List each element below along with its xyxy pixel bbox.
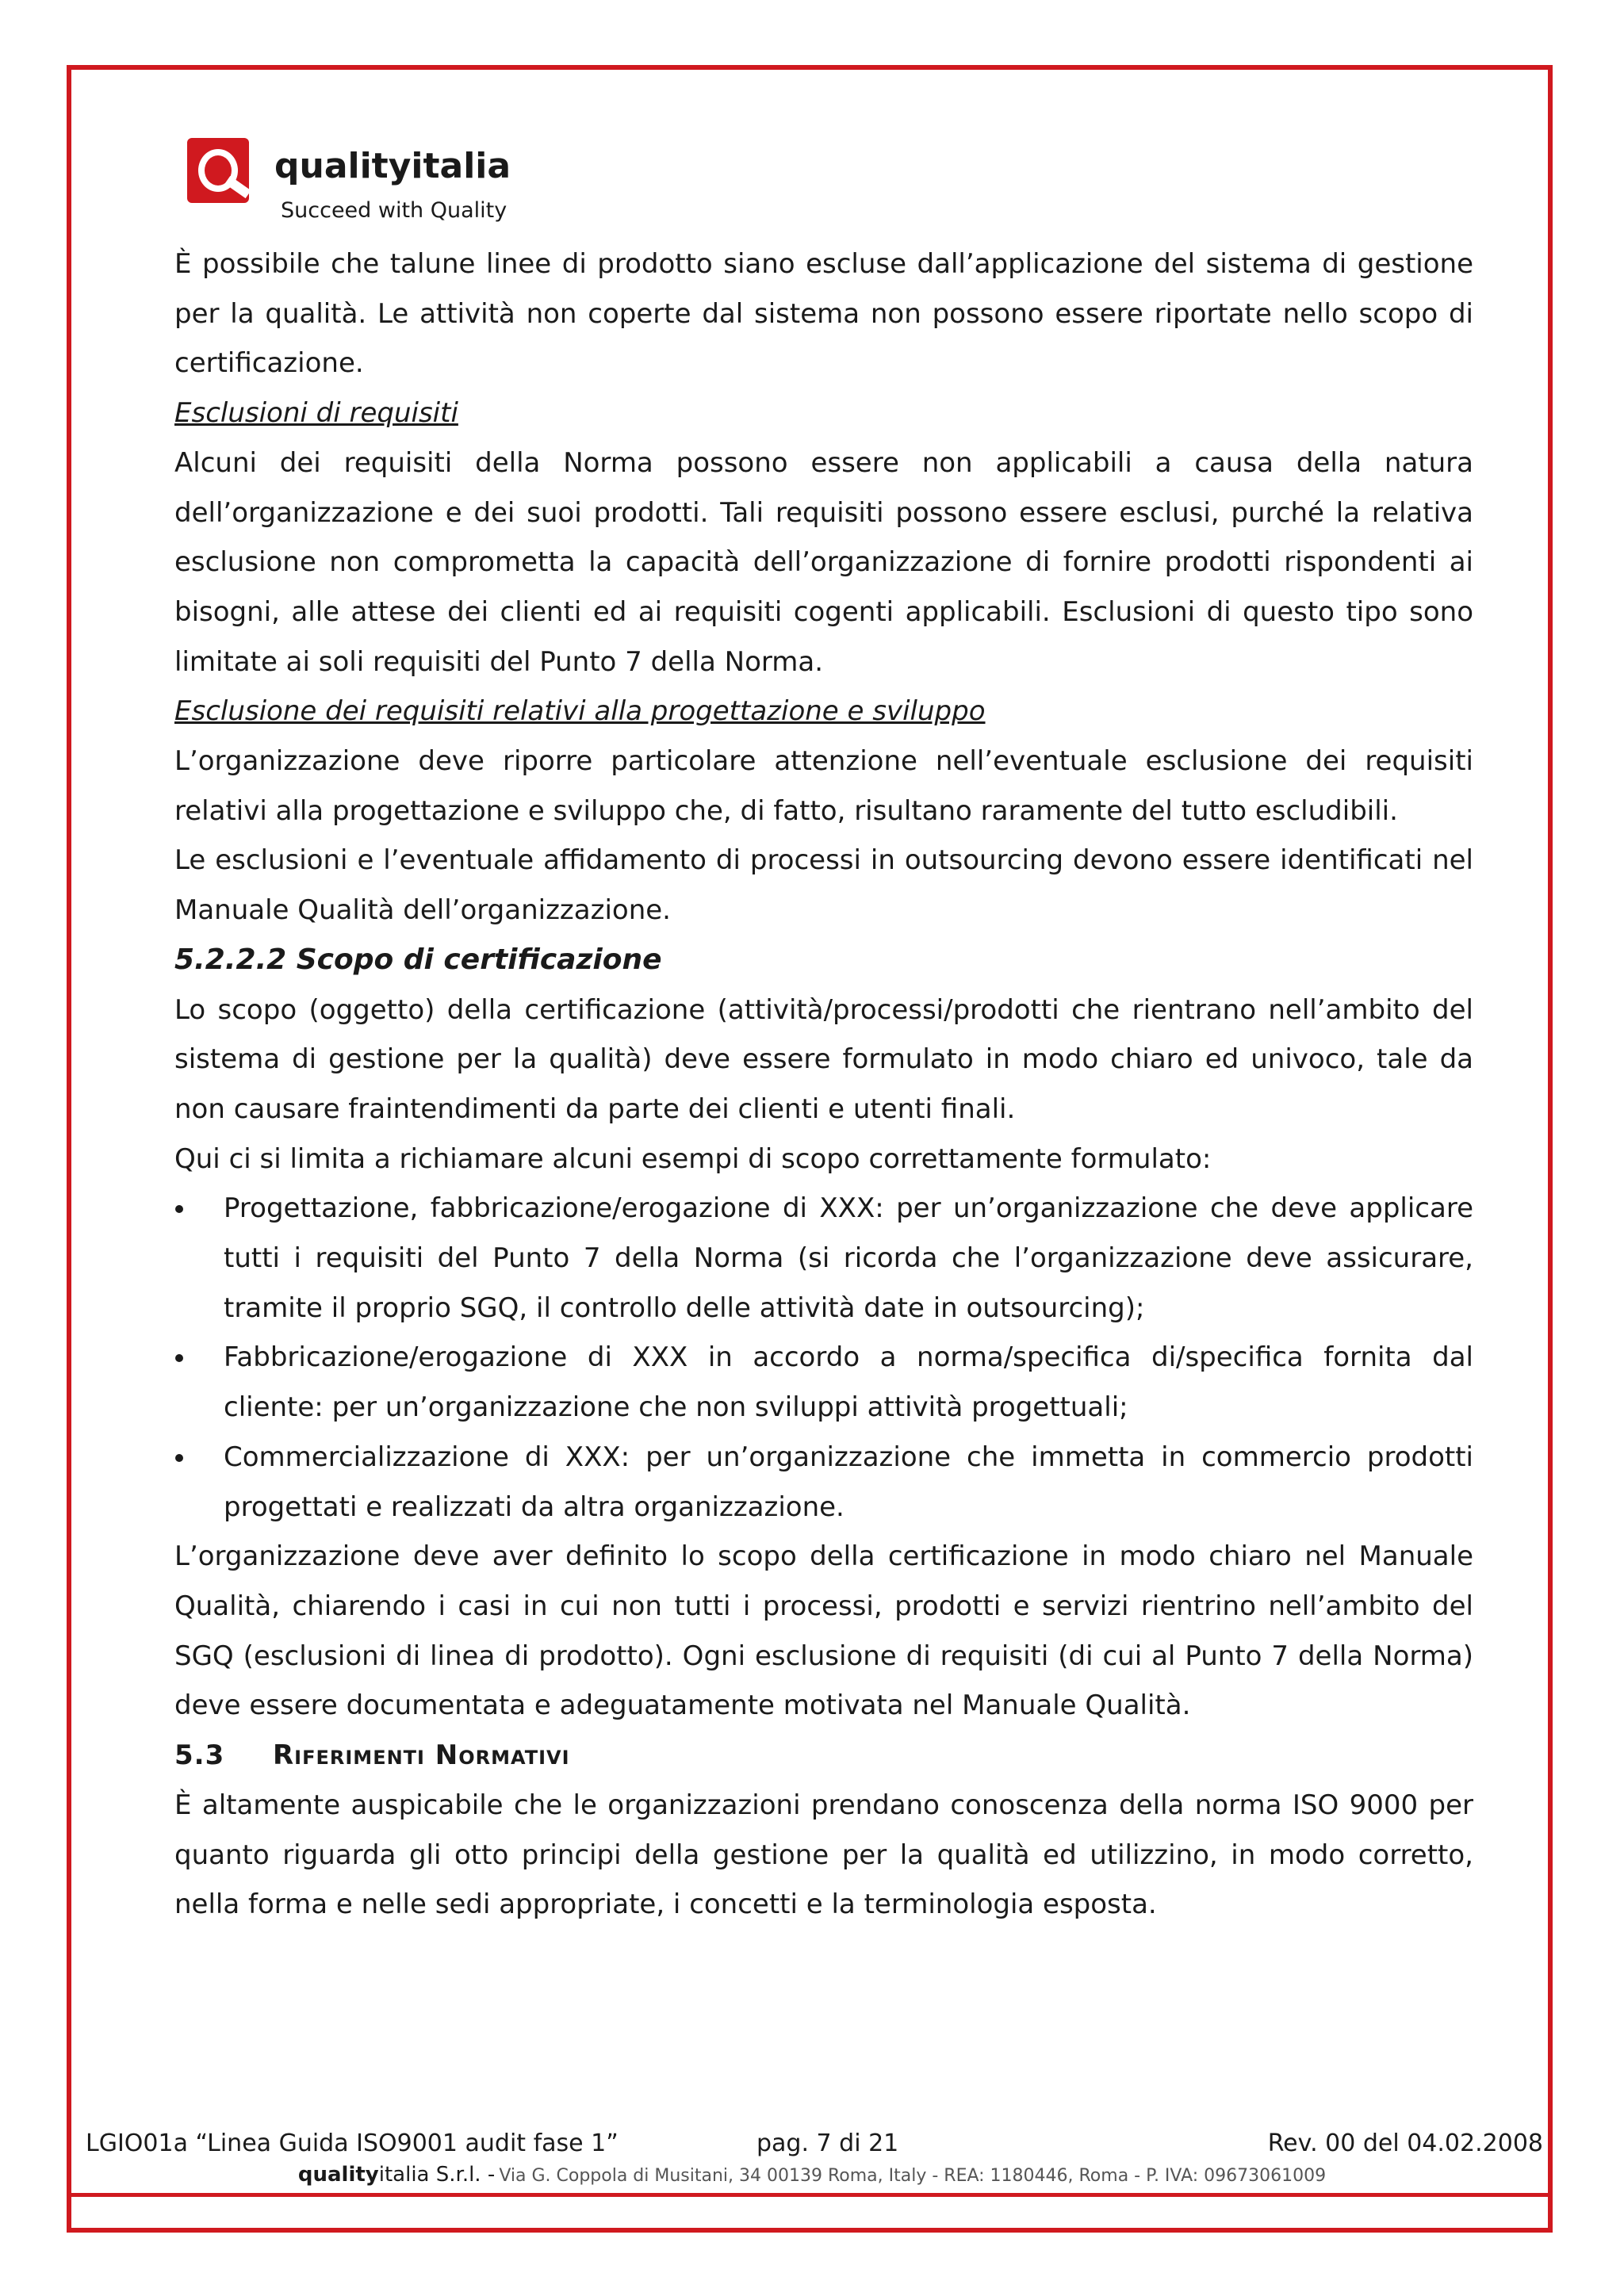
subheading-design-exclusion: Esclusione dei requisiti relativi alla progettazione e sviluppo — [174, 695, 986, 728]
footer-company-rest: italia S.r.l. - — [378, 2163, 496, 2187]
footer-company-bold: quality — [297, 2163, 379, 2187]
heading-certification-scope: 5.2.2.2 Scopo di certificazione — [174, 943, 662, 976]
footer-document-id: LGIO01a “Linea Guida ISO9001 audit fase 1” — [86, 2130, 619, 2157]
logo-brand-name — [274, 146, 511, 186]
paragraph-outsourcing: Le esclusioni e l’eventuale affidamento di processi in outsourcing devono essere identificati nel Manuale Qualità dell’organizzazione. — [174, 844, 1473, 927]
footer-revision: Rev. 00 del 04.02.2008 — [1267, 2130, 1543, 2157]
list-item: Fabbricazione/erogazione di XXX in accordo a norma/specifica di/specifica fornita dal cliente: per un’organizzazione che non sviluppi attività progettuali; — [174, 1333, 1473, 1432]
logo-tagline: Succeed with Quality — [281, 198, 508, 223]
paragraph-scope-examples-intro: Qui ci si limita a richiamare alcuni esempi di scopo correttamente formulato: — [174, 1142, 1212, 1175]
footer-address: Via G. Coppola di Musitani, 34 00139 Roma, Italy - REA: 1180446, Roma - P. IVA: 09673061009 — [499, 2166, 1327, 2186]
paragraph-product-lines: È possibile che talune linee di prodotto siano escluse dall’applicazione del sistema di gestione per la qualità. Le attività non coperte dal sistema non possono essere riportate nello scopo di certificazione. — [174, 248, 1473, 380]
section-number: 5.3 — [174, 1739, 225, 1772]
footer-page-number: pag. 7 di 21 — [756, 2130, 899, 2157]
subheading-exclusions-requirements: Esclusioni di requisiti — [174, 397, 458, 430]
heading-normative-references — [174, 1731, 1473, 1781]
list-item: Commercializzazione di XXX: per un’organizzazione che immetta in commercio prodotti progettati e realizzati da altra organizzazione. — [174, 1433, 1473, 1532]
footer-company — [0, 2163, 1624, 2187]
list-item: Progettazione, fabbricazione/erogazione di XXX: per un’organizzazione che deve applicare tutti i requisiti del Punto 7 della Norma (si ricorda che l’organizzazione deve assicurare, tramite il proprio SGQ, il controllo delle attività date in outsourcing); — [174, 1184, 1473, 1333]
paragraph-iso9000: È altamente auspicabile che le organizzazioni prendano conoscenza della norma ISO 9000 per quanto riguarda gli otto principi della gestione per la qualità ed utilizzino, in modo corretto, nella forma e nelle sedi appropriate, i concetti e la terminologia esposta. — [174, 1789, 1473, 1921]
section-title: Riferimenti Normativi — [273, 1739, 570, 1772]
paragraph-scope-manual: L’organizzazione deve aver definito lo scopo della certificazione in modo chiaro nel Manuale Qualità, chiarendo i casi in cui non tutti i processi, prodotti e servizi rientrino nell’ambito del SGQ (esclusioni di linea di prodotto). Ogni esclusione di requisiti (di cui al Punto 7 della Norma) deve essere documentata e adeguatamente motivata nel Manuale Qualità. — [174, 1540, 1473, 1722]
footer-divider — [67, 2193, 1553, 2197]
logo-brand-bold: quality — [274, 146, 412, 186]
footer-info — [86, 2130, 1543, 2161]
logo-brand-rest: italia — [411, 146, 511, 186]
paragraph-design-development: L’organizzazione deve riporre particolare attenzione nell’eventuale esclusione dei requisiti relativi alla progettazione e sviluppo che, di fatto, risultano raramente del tutto escludibili. — [174, 745, 1473, 827]
scope-examples-list — [174, 1184, 1473, 1532]
paragraph-scope-definition: Lo scopo (oggetto) della certificazione (attività/processi/prodotti che rientrano nell’ambito del sistema di gestione per la qualità) deve essere formulato in modo chiaro ed univoco, tale da non causare fraintendimenti da parte dei clienti e utenti finali. — [174, 993, 1473, 1125]
document-body — [174, 239, 1473, 1930]
paragraph-requirements-exclusions: Alcuni dei requisiti della Norma possono essere non applicabili a causa della natura dell’organizzazione e dei suoi prodotti. Tali requisiti possono essere esclusi, purché la relativa esclusione non comprometta la capacità dell’organizzazione di fornire prodotti rispondenti ai bisogni, alle attese dei clienti ed ai requisiti cogenti applicabili. Esclusioni di questo tipo sono limitate ai soli requisiti del Punto 7 della Norma. — [174, 446, 1473, 678]
q-logo-icon — [187, 138, 249, 203]
